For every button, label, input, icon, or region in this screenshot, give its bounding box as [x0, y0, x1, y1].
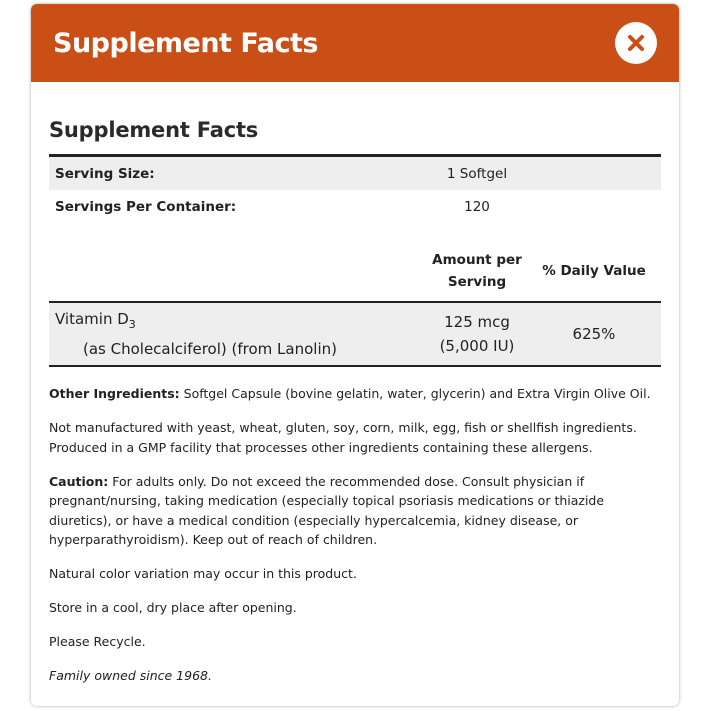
caution-statement [49, 472, 661, 550]
column-headers [49, 223, 661, 301]
close-button[interactable] [615, 22, 657, 64]
col-amount-line1: Amount per [432, 252, 522, 268]
close-icon [627, 34, 645, 52]
servings-label: Servings Per Container: [55, 198, 237, 215]
col-amount-line2: Serving [447, 274, 507, 290]
product-notes [49, 384, 661, 700]
nutrient-label: Vitamin D [55, 310, 129, 328]
servings-value: 120 [464, 198, 490, 215]
facts-table [49, 154, 661, 367]
other-ingredients-text: Softgel Capsule (bovine gelatin, water, glycerin) and Extra Virgin Olive Oil. [179, 386, 651, 401]
col-dv-header: % Daily Value [542, 263, 646, 279]
servings-row [49, 190, 661, 223]
other-ingredients [49, 384, 661, 404]
modal-header [31, 4, 679, 82]
other-ingredients-label: Other Ingredients: [49, 386, 180, 401]
serving-size-label: Serving Size: [55, 165, 155, 182]
facts-heading: Supplement Facts [49, 118, 259, 142]
family-note [49, 666, 661, 686]
col-amount-header [427, 249, 527, 293]
allergen-statement: Not manufactured with yeast, wheat, gluten, soy, corn, milk, egg, fish or shellfish ingredients. Produced in a GMP facility that processes other ingredients containing these allergens. [49, 420, 637, 455]
nutrient-amount [427, 310, 527, 358]
caution-text: For adults only. Do not exceed the recommended dose. Consult physician if pregnant/nursing, taking medication (especially topical psoriasis medications or thiazide diuretics), or have a medical condition (especially hypercalcemia, kidney disease, or hyperparathyroidism). Keep out of reach of children. [49, 473, 605, 547]
nutrient-amount-mcg: 125 mcg [444, 313, 510, 331]
serving-size-row [49, 157, 661, 190]
nutrient-name [49, 307, 427, 361]
nutrient-source: (as Cholecalciferol) (from Lanolin) [83, 340, 337, 358]
family-text: Family owned since 1968. [49, 668, 212, 683]
nutrient-subscript: 3 [128, 318, 136, 331]
nutrient-dv: 625% [572, 325, 616, 343]
supplement-facts-modal [31, 4, 679, 706]
divider [49, 365, 661, 367]
color-variation-note: Natural color variation may occur in this product. [49, 566, 357, 581]
recycle-note: Please Recycle. [49, 634, 146, 649]
serving-size-value: 1 Softgel [446, 165, 508, 182]
modal-title: Supplement Facts [53, 27, 318, 59]
nutrient-amount-iu: (5,000 IU) [439, 337, 515, 355]
storage-note: Store in a cool, dry place after opening. [49, 600, 297, 615]
nutrient-row [49, 303, 661, 365]
caution-label: Caution: [49, 473, 109, 489]
